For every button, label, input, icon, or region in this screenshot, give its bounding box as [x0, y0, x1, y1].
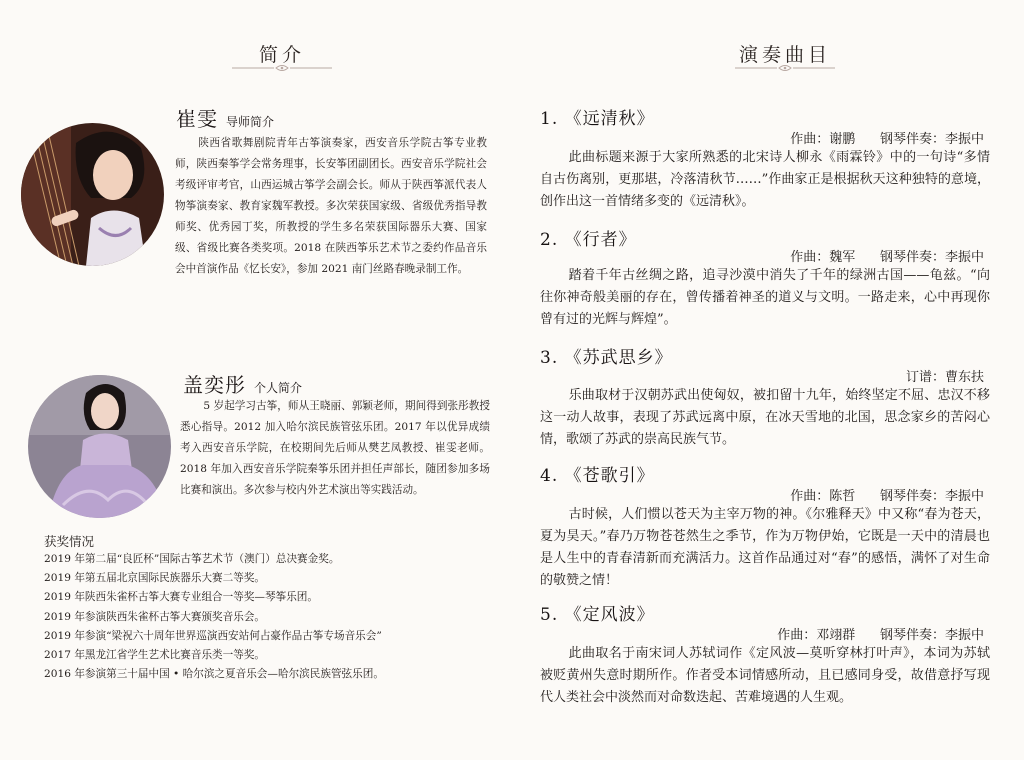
piece-desc-3: 乐曲取材于汉朝苏武出使匈奴，被扣留十九年，始终坚定不屈、忠汉不移这一动人故事，表现了苏武远离中原，在冰天雪地的北国，思念家乡的苦闷心情，歌颂了苏武的崇高民族气节。	[540, 388, 990, 447]
teacher-bio: 陕西省歌舞剧院青年古筝演奏家，西安音乐学院古筝专业教师，陕西秦筝学会常务理事，长安筝团副团长。西安音乐学院社会考级评审考官，山西运城古筝学会副会长。师从于陕西筝派代表人物筝演奏家、教育家魏军教授。多次荣获国家级、省级优秀指导教师奖、优秀园丁奖，所教授的学生多名荣获国际器乐大赛、国家级、省级比赛各类奖项。2018 在陕西筝乐艺术节之委约作品音乐会中首演作品《忆长安》，参加 2021 南门丝路春晚录制工作。	[175, 137, 487, 275]
awards-list	[44, 550, 514, 684]
teacher-photo	[21, 123, 164, 266]
performer-bio: 5 岁起学习古筝，师从王晓丽、郭颖老师，期间得到张彤教授悉心指导。2012 加入哈尔滨民族管弦乐团。2017 年以优异成绩考入西安音乐学院，在校期间先后师从樊艺凤教授、崔雯老师。2018 年加入西安音乐学院秦筝乐团并担任声部长，随团参加多场比赛和演出。多次参与校内外艺术演出等实践活动。	[180, 400, 490, 496]
piece-desc-5: 此曲取名于南宋词人苏轼词作《定风波—莫听穿林打叶声》，本词为苏轼被贬黄州失意时期所作。作者受本词情感所动，且已感同身受，故借意抒写现代人类社会中淡然而对命数迭起、苦难境遇的人生观。	[540, 646, 990, 705]
award-item: 2019 年参演陕西朱雀杯古筝大赛颁奖音乐会。	[44, 610, 266, 623]
piece-title-5: 5. 《定风波》	[540, 605, 655, 625]
piece-title-1: 1. 《远清秋》	[540, 109, 655, 129]
piece-credit-1: 作曲：谢鹏 钢琴伴奏：李振中	[790, 132, 984, 147]
performer-name	[183, 369, 302, 398]
teacher-name-text: 崔雯	[176, 107, 218, 131]
teacher-role: 导师简介	[226, 115, 275, 129]
award-item: 2016 年参演第三十届中国 • 哈尔滨之夏音乐会—哈尔滨民族管弦乐团。	[44, 668, 384, 681]
performer-name-text: 盖奕彤	[183, 373, 246, 397]
award-item: 2019 年第五届北京国际民族器乐大赛二等奖。	[44, 572, 266, 585]
piece-title-2: 2. 《行者》	[540, 230, 637, 250]
award-item: 2019 年第二届“良匠杯”国际古筝艺术节（澳门）总决赛金奖。	[44, 553, 340, 565]
performer-photo	[28, 375, 171, 518]
piece-title-3: 3. 《苏武思乡》	[540, 348, 673, 368]
piece-desc-1: 此曲标题来源于大家所熟悉的北宋诗人柳永《雨霖铃》中的一句诗“多情自古伤离别，更那堪，冷落清秋节……”作曲家正是根据秋天这种独特的意境，创作出这一首情绪多变的《远清秋》。	[540, 150, 990, 209]
award-item: 2017 年黑龙江省学生艺术比赛音乐类一等奖。	[44, 649, 266, 662]
piece-desc-2: 踏着千年古丝绸之路，追寻沙漠中消失了千年的绿洲古国——龟兹。“向往你神奇般美丽的存在，曾传播着神圣的道义与文明。一路走来，心中再现你曾有过的光辉与辉煌”。	[540, 268, 990, 327]
piece-credit-5: 作曲：邓翊群 钢琴伴奏：李振中	[777, 628, 984, 643]
left-section-title: 简介	[258, 44, 305, 66]
teacher-name	[176, 103, 274, 132]
piece-credit-3: 订谱：曹东扶	[905, 370, 984, 385]
award-item: 2019 年陕西朱雀杯古筝大赛专业组合一等奖—琴筝乐团。	[44, 591, 318, 604]
performer-role: 个人简介	[254, 381, 303, 395]
left-title-ornament	[230, 63, 334, 73]
piece-credit-4: 作曲：陈哲 钢琴伴奏：李振中	[790, 489, 984, 504]
piece-desc-4: 古时候，人们惯以苍天为主宰万物的神。《尔雅释天》中又称“春为苍天，夏为昊天。”春乃万物苍苍然生之季节，作为万物伊始，它既是一天中的清晨也是人生中的青春清新而充满活力。这首作品通过对“春”的感悟，满怀了对生命的敬赞之情！	[540, 507, 990, 588]
award-item: 2019 年参演“梁祝六十周年世界巡演西安站何占豪作品古筝专场音乐会”	[44, 629, 382, 642]
right-title-ornament	[733, 63, 837, 73]
piece-credit-2: 作曲：魏军 钢琴伴奏：李振中	[790, 250, 984, 265]
piece-title-4: 4. 《苍歌引》	[540, 466, 655, 486]
awards-title: 获奖情况	[44, 534, 95, 549]
right-section-title: 演奏曲目	[738, 44, 831, 66]
